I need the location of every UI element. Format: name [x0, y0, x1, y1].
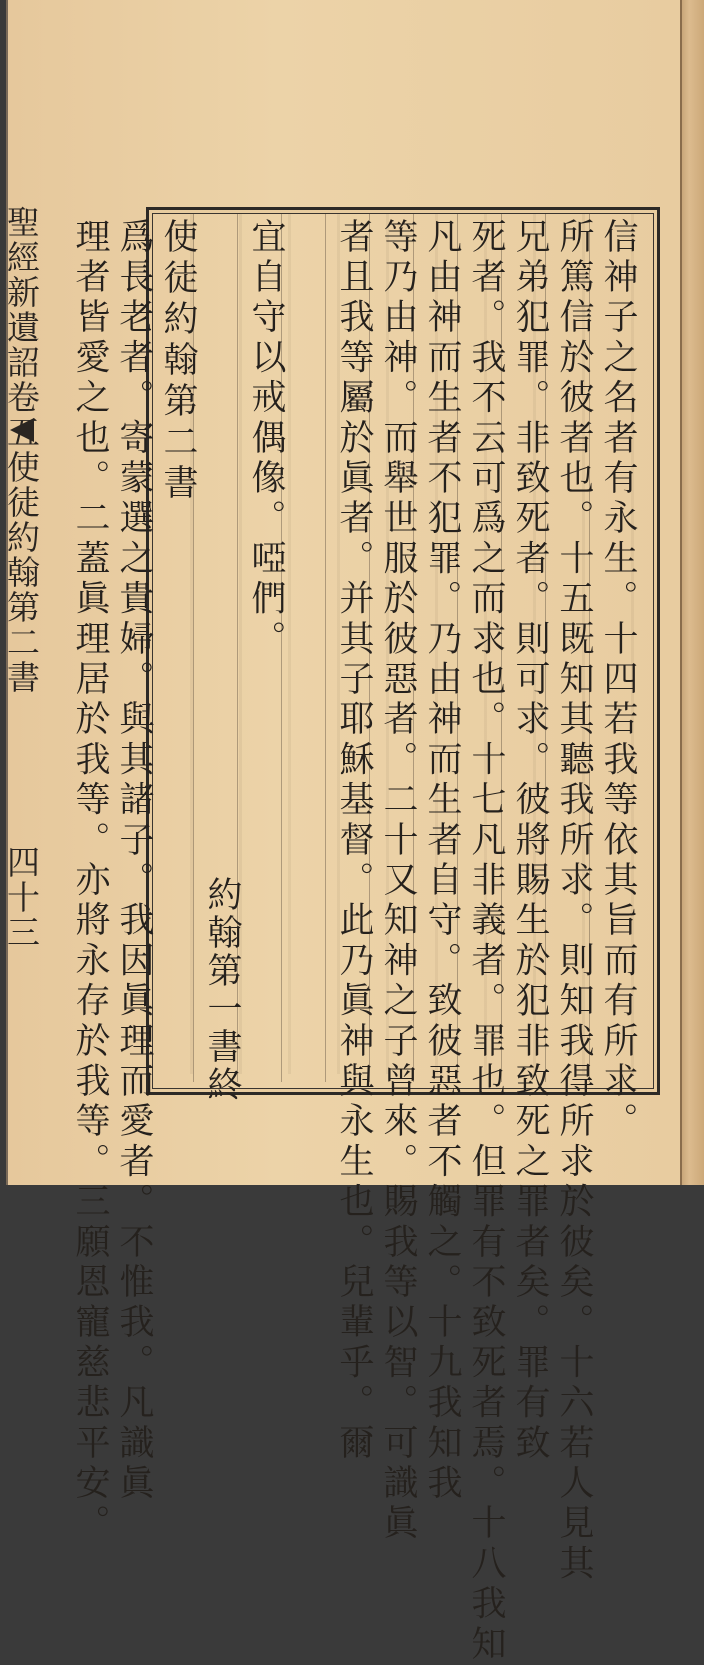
- text-column: 凡由神而生者不犯罪。乃由神而生者自守。致彼惡者不觸之。十九我知我: [422, 218, 462, 1505]
- text-column: 宜自守以戒偶像。啞們。: [246, 218, 286, 661]
- text-column: 所篤信於彼者也。十五既知其聽我所求。則知我得所求於彼矣。十六若人見其: [554, 218, 594, 1585]
- text-column: 理者皆愛之也。二蓋眞理居於我等。亦將永存於我等。三願恩寵慈悲平安。: [70, 218, 110, 1545]
- text-column: 者且我等屬於眞者。并其子耶穌基督。此乃眞神與永生也。兒輩乎。爾: [334, 218, 374, 1465]
- fishtail-mark-icon: [10, 418, 34, 442]
- text-column: 等乃由神。而舉世服於彼惡者。二十又知神之子曾來。賜我等以智。可識眞: [378, 218, 418, 1545]
- page-margin-header: [1, 205, 41, 1185]
- book-end-mark: 約翰第一書終: [202, 876, 242, 1104]
- text-column: 兄弟犯罪。非致死者。則可求。彼將賜生於犯非致死之罪者矣。罪有致: [510, 218, 550, 1465]
- folio-number: 四十三: [2, 845, 41, 950]
- margin-section-title: 使徒約翰第二書: [2, 450, 41, 695]
- next-page-edge: [680, 0, 704, 1185]
- text-column: 死者。我不云可爲之而求也。十七凡非義者。罪也。但罪有不致死者焉。十八我知: [466, 218, 506, 1665]
- column-rule: [325, 214, 326, 1082]
- text-column: 爲長老者。寄蒙選之貴婦。與其諸子。我因眞理而愛者。不惟我。凡識眞: [114, 218, 154, 1505]
- margin-book-title: 聖經新遺詔卷五: [2, 205, 41, 450]
- text-column: 信神子之名者有永生。十四若我等依其旨而有所求。: [598, 218, 638, 1143]
- chapter-title: 使徒約翰第二書: [158, 218, 198, 505]
